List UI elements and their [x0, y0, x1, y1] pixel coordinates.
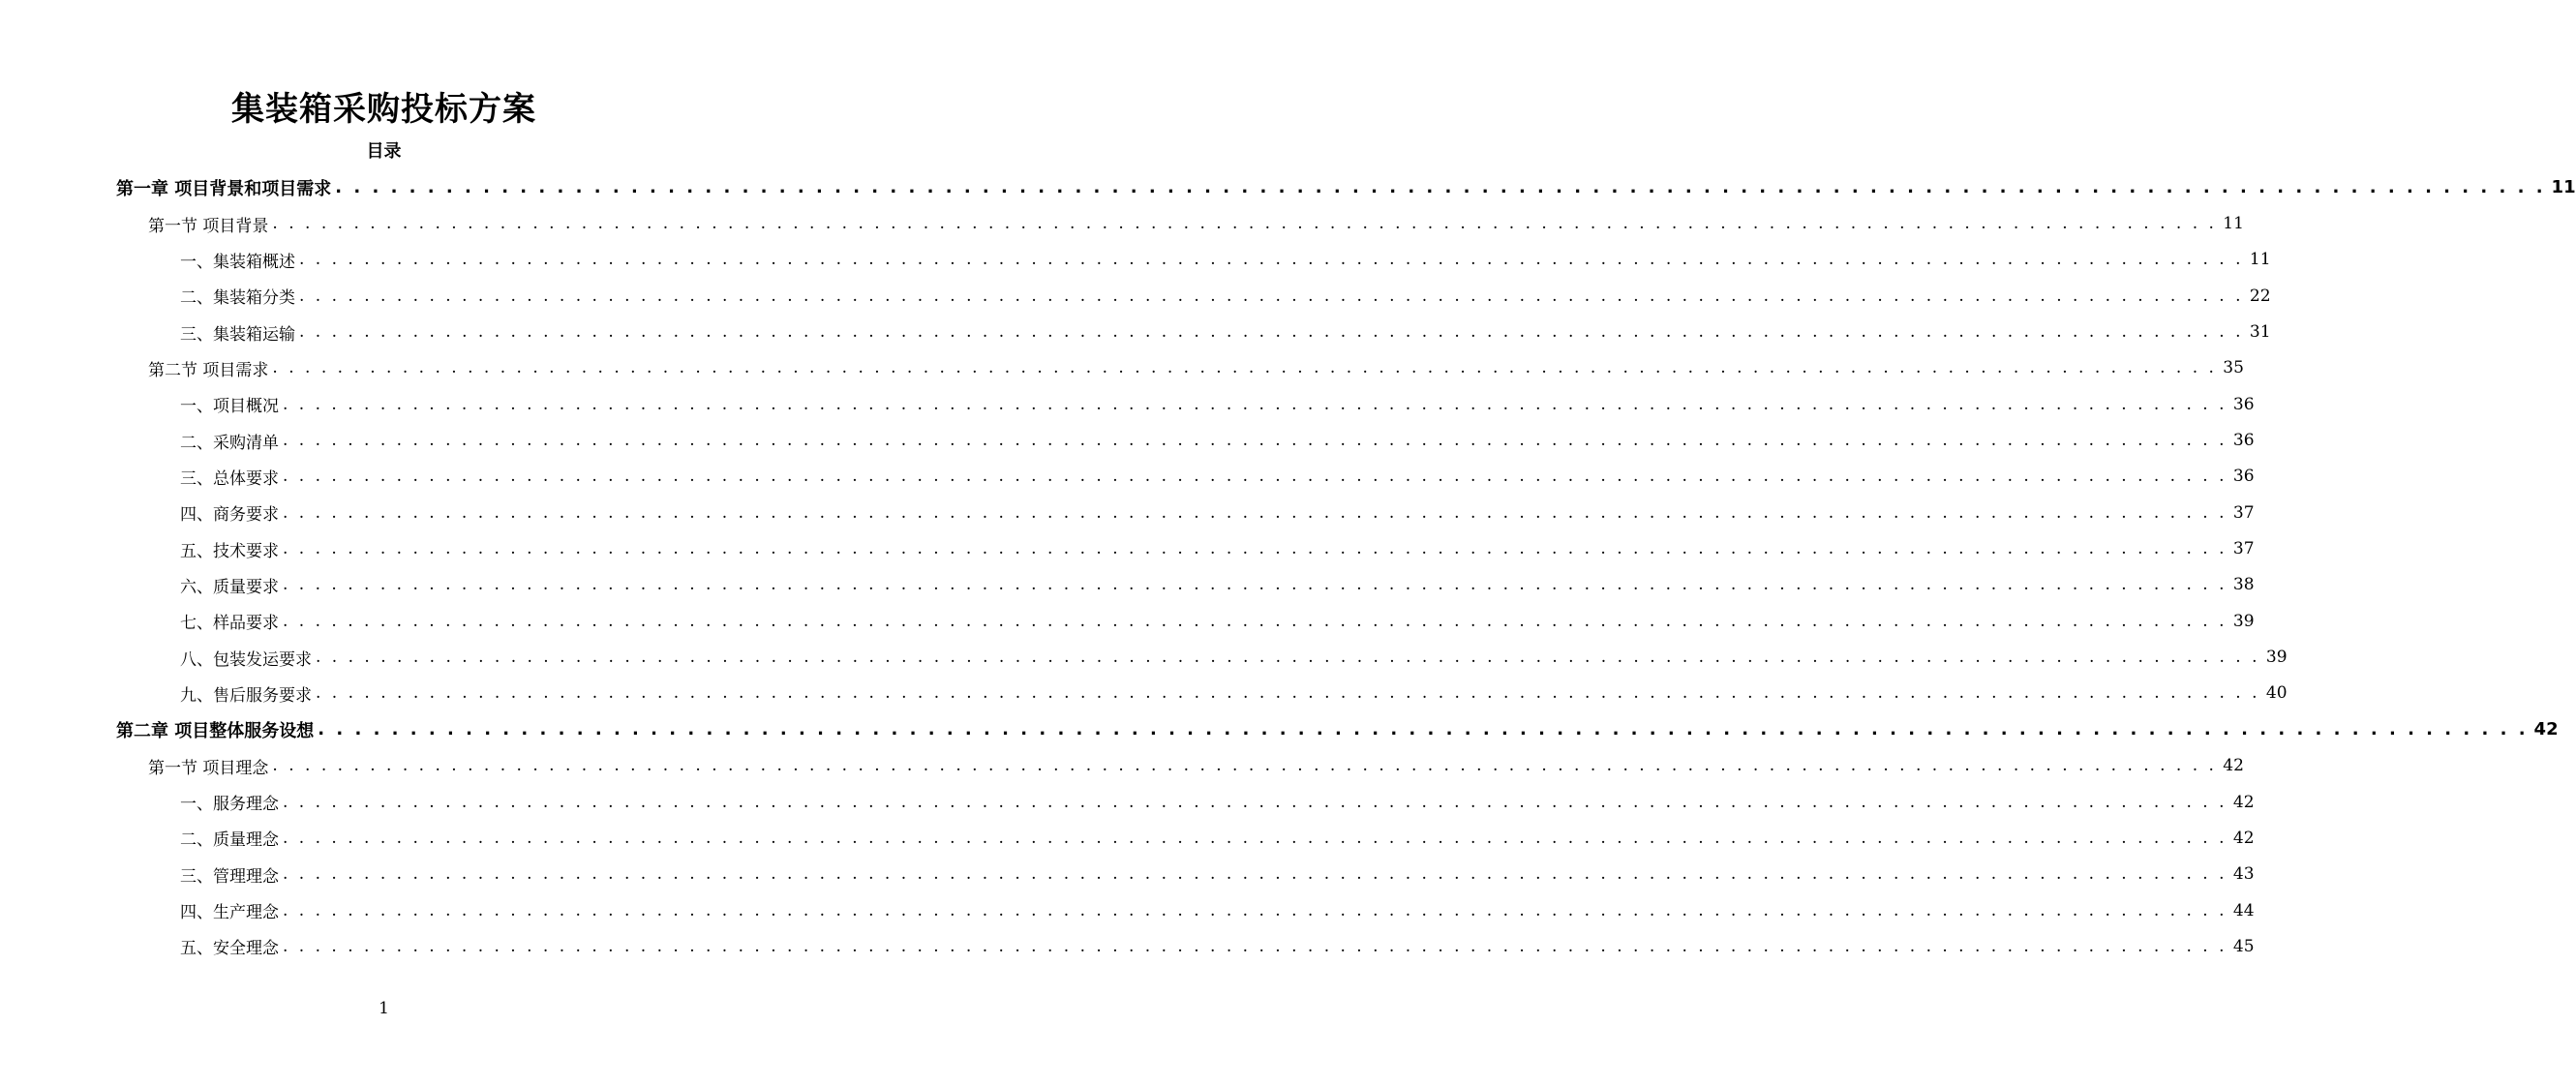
toc-entry-label: 二、集装箱分类 [180, 284, 299, 308]
dot-leader: . . . . . . . . . . . . . . . . . . . . . . . . . . . . . . . . . . . . . . . . . . . . . . . . . . . . . . . . . . . . . . . . . . . . . . . . . . . . . . . . . . . . . . . . . . . . . . . . . . . . . . . . . . . . . . . . . . . . . . . . [299, 322, 2244, 343]
toc-entry-label: 四、商务要求 [180, 500, 283, 525]
toc-entry-label: 一、集装箱概述 [180, 248, 299, 272]
toc-entry[interactable] [180, 820, 2255, 856]
toc-entry[interactable] [148, 350, 2244, 386]
toc-entry-page: 40 [2265, 683, 2288, 704]
toc-entry-page: 44 [2232, 900, 2255, 920]
toc-entry[interactable] [180, 495, 2255, 530]
toc-entry-label: 第一节 项目背景 [148, 212, 272, 236]
toc-entry-page: 11 [2551, 177, 2576, 198]
toc-heading: 目录 [366, 141, 402, 162]
dot-leader: . . . . . . . . . . . . . . . . . . . . . . . . . . . . . . . . . . . . . . . . . . . . . . . . . . . . . . . . . . . . . . . . . . . . . . . . . . . . . . . . . . . . . . . . . . . . . . . . . . . . . . . . . . . . . . . . . . . . . . . . [283, 611, 2227, 631]
document-title: 集装箱采购投标方案 [231, 90, 536, 129]
dot-leader: . . . . . . . . . . . . . . . . . . . . . . . . . . . . . . . . . . . . . . . . . . . . . . . . . . . . . . . . . . . . . . . . . . . . . . . . . . . . . . . . . . . . . . . . . . . . . . . . . . . . . . . . . . . . . . . . . . . . . . . . [283, 502, 2227, 523]
toc-entry-label: 二、采购清单 [180, 429, 283, 453]
toc-entry-page: 42 [2223, 756, 2244, 776]
toc-entry-label: 三、总体要求 [180, 465, 283, 489]
toc-entry[interactable] [180, 278, 2271, 314]
toc-entry-page: 36 [2232, 431, 2255, 451]
toc-entry-page: 37 [2232, 502, 2255, 523]
toc-entry-label: 五、技术要求 [180, 537, 283, 561]
toc-entry-label: 六、质量要求 [180, 573, 283, 597]
toc-entry[interactable] [148, 205, 2244, 241]
dot-leader: . . . . . . . . . . . . . . . . . . . . . . . . . . . . . . . . . . . . . . . . . . . . . . . . . . . . . . . . . . . . . . . . . . . . . . . . . . . . . . . . . . . . . . . . . . . . . . . . . . . . . . . . . . . . . . . . . . . . . . . . [318, 718, 2529, 739]
toc-entry-label: 二、质量理念 [180, 826, 283, 850]
toc-entry-page: 39 [2265, 648, 2288, 668]
toc-entry[interactable] [180, 639, 2288, 675]
toc-entry-page: 42 [2232, 792, 2255, 812]
dot-leader: . . . . . . . . . . . . . . . . . . . . . . . . . . . . . . . . . . . . . . . . . . . . . . . . . . . . . . . . . . . . . . . . . . . . . . . . . . . . . . . . . . . . . . . . . . . . . . . . . . . . . . . . . . . . . . . . . . . . . . . . [272, 214, 2217, 234]
toc-entry[interactable] [116, 711, 2559, 747]
toc-entry-label: 第二节 项目需求 [148, 356, 272, 380]
page-number: 1 [379, 999, 389, 1018]
toc-entry[interactable] [180, 422, 2255, 458]
toc-entry-label: 第二章 项目整体服务设想 [116, 717, 318, 742]
toc-entry[interactable] [180, 314, 2271, 349]
toc-entry-label: 三、管理理念 [180, 862, 283, 887]
dot-leader: . . . . . . . . . . . . . . . . . . . . . . . . . . . . . . . . . . . . . . . . . . . . . . . . . . . . . . . . . . . . . . . . . . . . . . . . . . . . . . . . . . . . . . . . . . . . . . . . . . . . . . . . . . . . . . . . . . . . . . . . [299, 250, 2244, 270]
toc-entry-page: 42 [2232, 828, 2255, 848]
toc-entry-label: 七、样品要求 [180, 609, 283, 633]
toc-entry-label: 一、服务理念 [180, 790, 283, 814]
toc-entry-page: 36 [2232, 394, 2255, 414]
toc-entry[interactable] [180, 892, 2255, 928]
toc-entry[interactable] [180, 567, 2255, 603]
toc-entry-label: 九、售后服务要求 [180, 681, 316, 706]
toc-entry-page: 39 [2232, 611, 2255, 631]
toc-entry-page: 43 [2232, 864, 2255, 885]
toc-entry[interactable] [116, 169, 2576, 205]
toc-entry-label: 第一章 项目背景和项目需求 [116, 175, 335, 200]
toc-entry[interactable] [180, 459, 2255, 495]
toc-entry-page: 45 [2232, 936, 2255, 956]
toc-entry-label: 第一节 项目理念 [148, 754, 272, 778]
toc-entry-page: 36 [2232, 467, 2255, 487]
dot-leader: . . . . . . . . . . . . . . . . . . . . . . . . . . . . . . . . . . . . . . . . . . . . . . . . . . . . . . . . . . . . . . . . . . . . . . . . . . . . . . . . . . . . . . . . . . . . . . . . . . . . . . . . . . . . . . . . . . . . . . . . [283, 575, 2227, 595]
toc-entry[interactable] [180, 603, 2255, 639]
toc-entry[interactable] [180, 242, 2271, 278]
dot-leader: . . . . . . . . . . . . . . . . . . . . . . . . . . . . . . . . . . . . . . . . . . . . . . . . . . . . . . . . . . . . . . . . . . . . . . . . . . . . . . . . . . . . . . . . . . . . . . . . . . . . . . . . . . . . . . . . . . . . . . . . [283, 936, 2227, 956]
toc-entry[interactable] [180, 676, 2288, 711]
table-of-contents [0, 169, 2576, 965]
dot-leader: . . . . . . . . . . . . . . . . . . . . . . . . . . . . . . . . . . . . . . . . . . . . . . . . . . . . . . . . . . . . . . . . . . . . . . . . . . . . . . . . . . . . . . . . . . . . . . . . . . . . . . . . . . . . . . . . . . . . . . . . [316, 683, 2260, 704]
toc-entry[interactable] [180, 928, 2255, 964]
dot-leader: . . . . . . . . . . . . . . . . . . . . . . . . . . . . . . . . . . . . . . . . . . . . . . . . . . . . . . . . . . . . . . . . . . . . . . . . . . . . . . . . . . . . . . . . . . . . . . . . . . . . . . . . . . . . . . . . . . . . . . . . [283, 864, 2227, 885]
toc-entry-page: 31 [2249, 322, 2271, 343]
toc-entry[interactable] [148, 748, 2244, 784]
dot-leader: . . . . . . . . . . . . . . . . . . . . . . . . . . . . . . . . . . . . . . . . . . . . . . . . . . . . . . . . . . . . . . . . . . . . . . . . . . . . . . . . . . . . . . . . . . . . . . . . . . . . . . . . . . . . . . . . . . . . . . . . [272, 358, 2217, 378]
dot-leader: . . . . . . . . . . . . . . . . . . . . . . . . . . . . . . . . . . . . . . . . . . . . . . . . . . . . . . . . . . . . . . . . . . . . . . . . . . . . . . . . . . . . . . . . . . . . . . . . . . . . . . . . . . . . . . . . . . . . . . . . [283, 900, 2227, 920]
dot-leader: . . . . . . . . . . . . . . . . . . . . . . . . . . . . . . . . . . . . . . . . . . . . . . . . . . . . . . . . . . . . . . . . . . . . . . . . . . . . . . . . . . . . . . . . . . . . . . . . . . . . . . . . . . . . . . . . . . . . . . . . [272, 756, 2217, 776]
toc-entry-page: 22 [2249, 286, 2271, 306]
dot-leader: . . . . . . . . . . . . . . . . . . . . . . . . . . . . . . . . . . . . . . . . . . . . . . . . . . . . . . . . . . . . . . . . . . . . . . . . . . . . . . . . . . . . . . . . . . . . . . . . . . . . . . . . . . . . . . . . . . . . . . . . [283, 394, 2227, 414]
toc-entry-label: 三、集装箱运输 [180, 320, 299, 345]
toc-entry-page: 11 [2249, 250, 2271, 270]
dot-leader: . . . . . . . . . . . . . . . . . . . . . . . . . . . . . . . . . . . . . . . . . . . . . . . . . . . . . . . . . . . . . . . . . . . . . . . . . . . . . . . . . . . . . . . . . . . . . . . . . . . . . . . . . . . . . . . . . . . . . . . . [335, 176, 2546, 197]
dot-leader: . . . . . . . . . . . . . . . . . . . . . . . . . . . . . . . . . . . . . . . . . . . . . . . . . . . . . . . . . . . . . . . . . . . . . . . . . . . . . . . . . . . . . . . . . . . . . . . . . . . . . . . . . . . . . . . . . . . . . . . . [299, 286, 2244, 306]
toc-entry[interactable] [180, 386, 2255, 422]
toc-entry-label: 四、生产理念 [180, 898, 283, 922]
dot-leader: . . . . . . . . . . . . . . . . . . . . . . . . . . . . . . . . . . . . . . . . . . . . . . . . . . . . . . . . . . . . . . . . . . . . . . . . . . . . . . . . . . . . . . . . . . . . . . . . . . . . . . . . . . . . . . . . . . . . . . . . [283, 792, 2227, 812]
toc-entry-label: 五、安全理念 [180, 934, 283, 958]
toc-entry[interactable] [180, 530, 2255, 566]
toc-entry-page: 35 [2223, 358, 2244, 378]
toc-entry-page: 11 [2223, 214, 2244, 234]
toc-entry-page: 38 [2232, 575, 2255, 595]
dot-leader: . . . . . . . . . . . . . . . . . . . . . . . . . . . . . . . . . . . . . . . . . . . . . . . . . . . . . . . . . . . . . . . . . . . . . . . . . . . . . . . . . . . . . . . . . . . . . . . . . . . . . . . . . . . . . . . . . . . . . . . . [283, 828, 2227, 848]
toc-entry-page: 42 [2533, 719, 2559, 740]
toc-entry-page: 37 [2232, 539, 2255, 559]
toc-entry-label: 八、包装发运要求 [180, 646, 316, 670]
dot-leader: . . . . . . . . . . . . . . . . . . . . . . . . . . . . . . . . . . . . . . . . . . . . . . . . . . . . . . . . . . . . . . . . . . . . . . . . . . . . . . . . . . . . . . . . . . . . . . . . . . . . . . . . . . . . . . . . . . . . . . . . [316, 648, 2260, 668]
dot-leader: . . . . . . . . . . . . . . . . . . . . . . . . . . . . . . . . . . . . . . . . . . . . . . . . . . . . . . . . . . . . . . . . . . . . . . . . . . . . . . . . . . . . . . . . . . . . . . . . . . . . . . . . . . . . . . . . . . . . . . . . [283, 539, 2227, 559]
toc-entry[interactable] [180, 857, 2255, 892]
toc-entry-label: 一、项目概况 [180, 392, 283, 416]
dot-leader: . . . . . . . . . . . . . . . . . . . . . . . . . . . . . . . . . . . . . . . . . . . . . . . . . . . . . . . . . . . . . . . . . . . . . . . . . . . . . . . . . . . . . . . . . . . . . . . . . . . . . . . . . . . . . . . . . . . . . . . . [283, 467, 2227, 487]
toc-entry[interactable] [180, 784, 2255, 820]
dot-leader: . . . . . . . . . . . . . . . . . . . . . . . . . . . . . . . . . . . . . . . . . . . . . . . . . . . . . . . . . . . . . . . . . . . . . . . . . . . . . . . . . . . . . . . . . . . . . . . . . . . . . . . . . . . . . . . . . . . . . . . . [283, 431, 2227, 451]
